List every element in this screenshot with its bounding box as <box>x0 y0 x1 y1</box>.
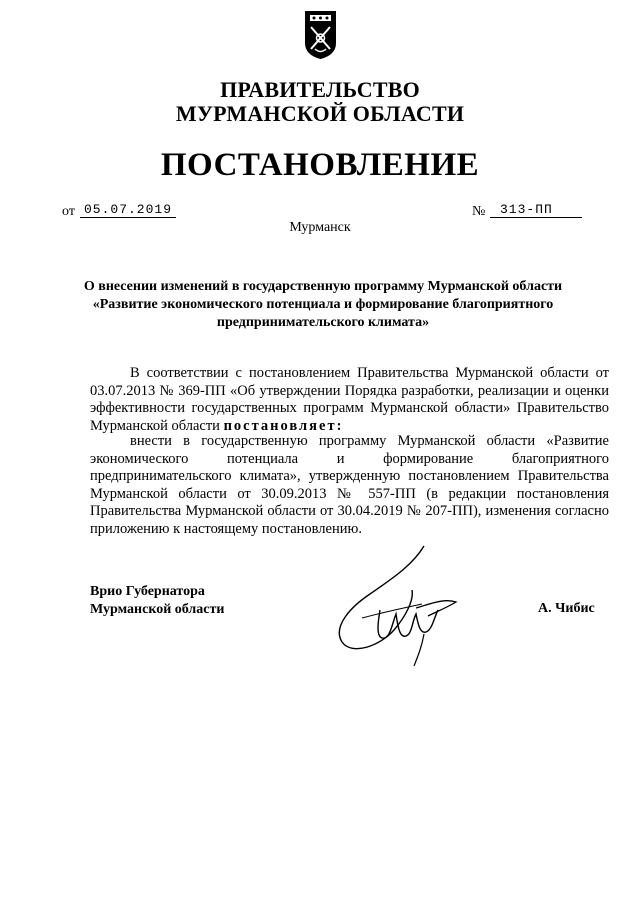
subject-line3: предпринимательского климата» <box>216 315 430 330</box>
position-line2: Мурманской области <box>90 602 225 617</box>
date-label: от <box>62 204 75 219</box>
subject-line1: О внесении изменений в государственную программу Мурманской области <box>83 279 563 294</box>
government-name-line2: МУРМАНСКОЙ ОБЛАСТИ <box>175 101 465 126</box>
body-paragraph-1 <box>90 365 609 435</box>
government-name-line1: ПРАВИТЕЛЬСТВО <box>220 77 420 102</box>
resolves-keyword: постановляет: <box>223 417 344 434</box>
coat-of-arms-icon <box>303 9 338 61</box>
signatory-name: А. Чибис <box>538 601 595 616</box>
city-name: Мурманск <box>289 220 351 235</box>
document-subject <box>78 278 568 332</box>
body-paragraph-2: внести в государственную программу Мурманской области «Развитие экономического потенциала и формирование благоприятного предпринимательского климата», утвержденную постановлением Правительства Мурманской области от 30.09.2013 № 557-ПП (в редакции постановления Правительства Мурманской области от 30.04.2019 № 207-ПП), изменения согласно приложению к настоящему постановлению. <box>90 433 609 537</box>
date-underline <box>80 217 176 218</box>
document-type-title: ПОСТАНОВЛЕНИЕ <box>160 147 480 183</box>
position-line1: Врио Губернатора <box>90 584 205 599</box>
subject-line2: «Развитие экономического потенциала и формирование благоприятного <box>92 297 554 312</box>
handwritten-signature-icon <box>320 538 470 673</box>
number-label: № <box>472 204 486 219</box>
paragraph1-text: В соответствии с постановлением Правительства Мурманской области от 03.07.2013 № 369-ПП «Об утверждении Порядка разработки, реализации и оценки эффективности государственных программ Мурманской области» Правительство Мурманской области <box>90 365 609 434</box>
document-date: 05.07.2019 <box>84 202 173 217</box>
signatory-position <box>90 583 224 619</box>
document-number: 313-ПП <box>500 202 553 217</box>
number-underline <box>490 217 582 218</box>
